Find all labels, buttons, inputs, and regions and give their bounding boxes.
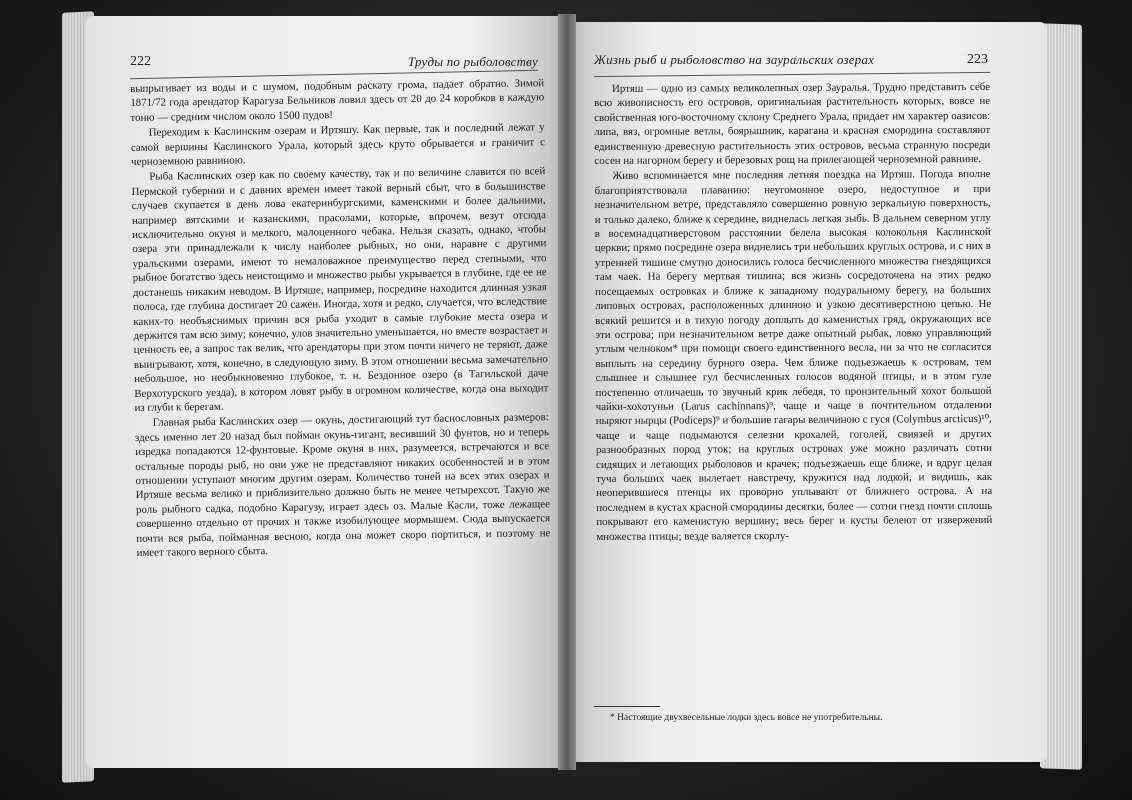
right-page-number: 223 [967, 52, 988, 67]
right-page-edges [1040, 23, 1082, 769]
left-page-number: 222 [130, 54, 151, 69]
left-page-body [130, 76, 551, 561]
right-running-title: Жизнь рыб и рыболовство на зауральских озерах [594, 52, 875, 67]
right-paragraph-1: Иртяш — одно из самых великолепных озер Зауралья. Трудно представить себе всю живописность его островов, оригинальная растительность которых, вовсе не свойственная юго-восточному склону Среднего Урала, придает им характер оазисов: липа, вяз, огромные ветлы, боярышник, карагана и красная смородина составляют единственную древесную растительность этих островов, весьма странную посреди сосен на нагорном берегу и березовых рощ на прилегающей черноземной равнине. [594, 80, 991, 168]
left-running-title: Труды по рыболовству [407, 54, 538, 69]
right-page-body [594, 80, 992, 545]
footnote: * Настоящие двухвесельные лодки здесь вовсе не употребительны. [610, 713, 883, 723]
right-page-header [594, 52, 988, 74]
footnote-rule [594, 706, 660, 707]
right-paragraph-2: Живо вспоминается мне последняя летняя поездка на Иртяш. Погода вполне благоприятствовала плаванию: неугомонное озеро, недоступное и при незначительном ветре, представляло совершенно ровную зеркальную поверхность, и только далеко, ближе к середине, виднелась легкая зыбь. В дальнем северном углу в восемнадцативерстовом расстоянии белела высокая колокольня Каслинской церкви; прямо посредине озера виднелись три небольших круглых острова, и с них в утренней тишине смутно доносились голоса бесчисленного множества гнездящихся там чаек. На берегу мертвая тишина; вся жизнь сосредоточена на этих редко посещаемых островках и ближе к западному подуральному берегу, на больших липовых островах, расположенных длинною и узкою десятиверстною цепью. Не всякий решится и в тихую погоду доплыть до каменистых гряд, окружающих все эти острова; при незначительном ветре даже опытный рыбак, ловко управляющий утлым челноком* при помощи своего единственного весла, ни за что не согласится выплыть на середину бурного озера. Чем ближе подъезжаешь к островам, тем слышнее и слышнее гул бесчисленных голосов водяной птицы, и в этом гуле постепенно отличаешь то звучный крик лебедя, то пронзительный хохот большой чайки-хохотуньи (Larus cachinnans)⁹, чаще и чаще в почтительном отдалении ныряют нырцы (Podiceps)⁹ и большие гагары величиною с гуся (Colymbus arcticus)¹⁰, чаще и чаще подымаются селезни крохалей, гоголей, свиязей и других разнообразных пород уток; на круглых островах уже можно различать сотни сидящих и летающих рыболовов и крачек; подъезжаешь еще ближе, и вдруг целая туча больших чаек вылетает навстречу, кружится над лодкой, и видишь, как неоперившиеся птенцы их проворно уплывают от ближнего острова. А на последнем в кустах красной смородины десятки, более — сотни гнезд почти сплошь покрывают его каменистую вершину; весь берег и кусты белеют от извержений множества птицы; везде валяется скорлу- [594, 168, 993, 543]
left-paragraph-2: Переходим к Каслинским озерам и Иртяшу. Как первые, так и последний лежат у самой вершины Каслинского Урала, который здесь круто обрывается и граничит с черноземною равниною. [130, 121, 545, 169]
left-paragraph-3: Рыба Каслинских озер как по своему качеству, так и по величине славится по всей Пермской губернии и с давних времен имеет такой верный сбыт, что в большинстве случаев скупается в день лова екатеринбургскими, каменскими и более дальними, например вятскими и казанскими, прасолами, которые, впрочем, везут отсюда исключительно окуня и мелкого, малоценного чебака. Нельзя сказать, однако, чтобы озера эти принадлежали к числу наиболее рыбных, но они, наравне с другими уральскими озерами, имеют то немаловажное преимущество перед степными, что рыбное богатство здесь неистощимо и множество рыбы укрывается в глубине, где ее не достанешь никаким неводом. В Иртяше, например, посредине находится длинная узкая полоса, где глубина достигает 20 сажен. Иногда, хотя и редко, случается, что вследствие каких-то необъяснимых причин вся рыба уходит в самые глубокие места озера и держится там всю зиму; конечно, улов значительно уменьшается, но вместе возрастает и ценность ее, а запрос так велик, что арендаторы при этом почти ничего не теряют, даже выигрывают, хотя, конечно, в следующую зиму. В этом отношении весьма замечательно небольшое, но необыкновенно глубокое, т. н. Бездонное озеро (в Тагильской даче Верхотурского уезда), в котором ловят рыбу в огромном количестве, когда она выходит из глуби к берегам. [131, 165, 549, 414]
book-gutter [558, 14, 576, 770]
left-page-header [130, 54, 538, 76]
right-page [566, 22, 1046, 762]
left-paragraph-4: Главная рыба Каслинских озер — окунь, достигающий тут баснословных размеров: здесь именно лет 20 назад был пойман окунь-гигант, весивший 30 фунтов, но и теперь изредка попадаются 12-фунтовые. Кроме окуня в них, разумеется, встречаются и все остальные породы рыб, но они уже не представляют никаких особенностей и в этом отношении уступают многим другим озерам. Количество тоней на всех этих озерах и Иртяше весьма велико и приблизительно должно быть не менее четырехсот. Такую же роль рыбного садка, подобно Карагузу, играет здесь оз. Малые Касли, тоже лежащее совершенно отдельно от прочих и также изобилующее мормышем. Сюда выпускается почти вся рыба, пойманная весною, когда она может скоро портиться, и поэтому не имеет такого верного сбыта. [134, 411, 551, 559]
left-page [86, 16, 568, 768]
left-paragraph-1: выпрыгивает из воды и с шумом, подобным раскату грома, падает обратно. Зимой 1871/72 года арендатор Карагуза Бельников ловил здесь от 20 до 24 коробков в каждую тоню — средним числом около 1500 пудов! [130, 77, 545, 124]
